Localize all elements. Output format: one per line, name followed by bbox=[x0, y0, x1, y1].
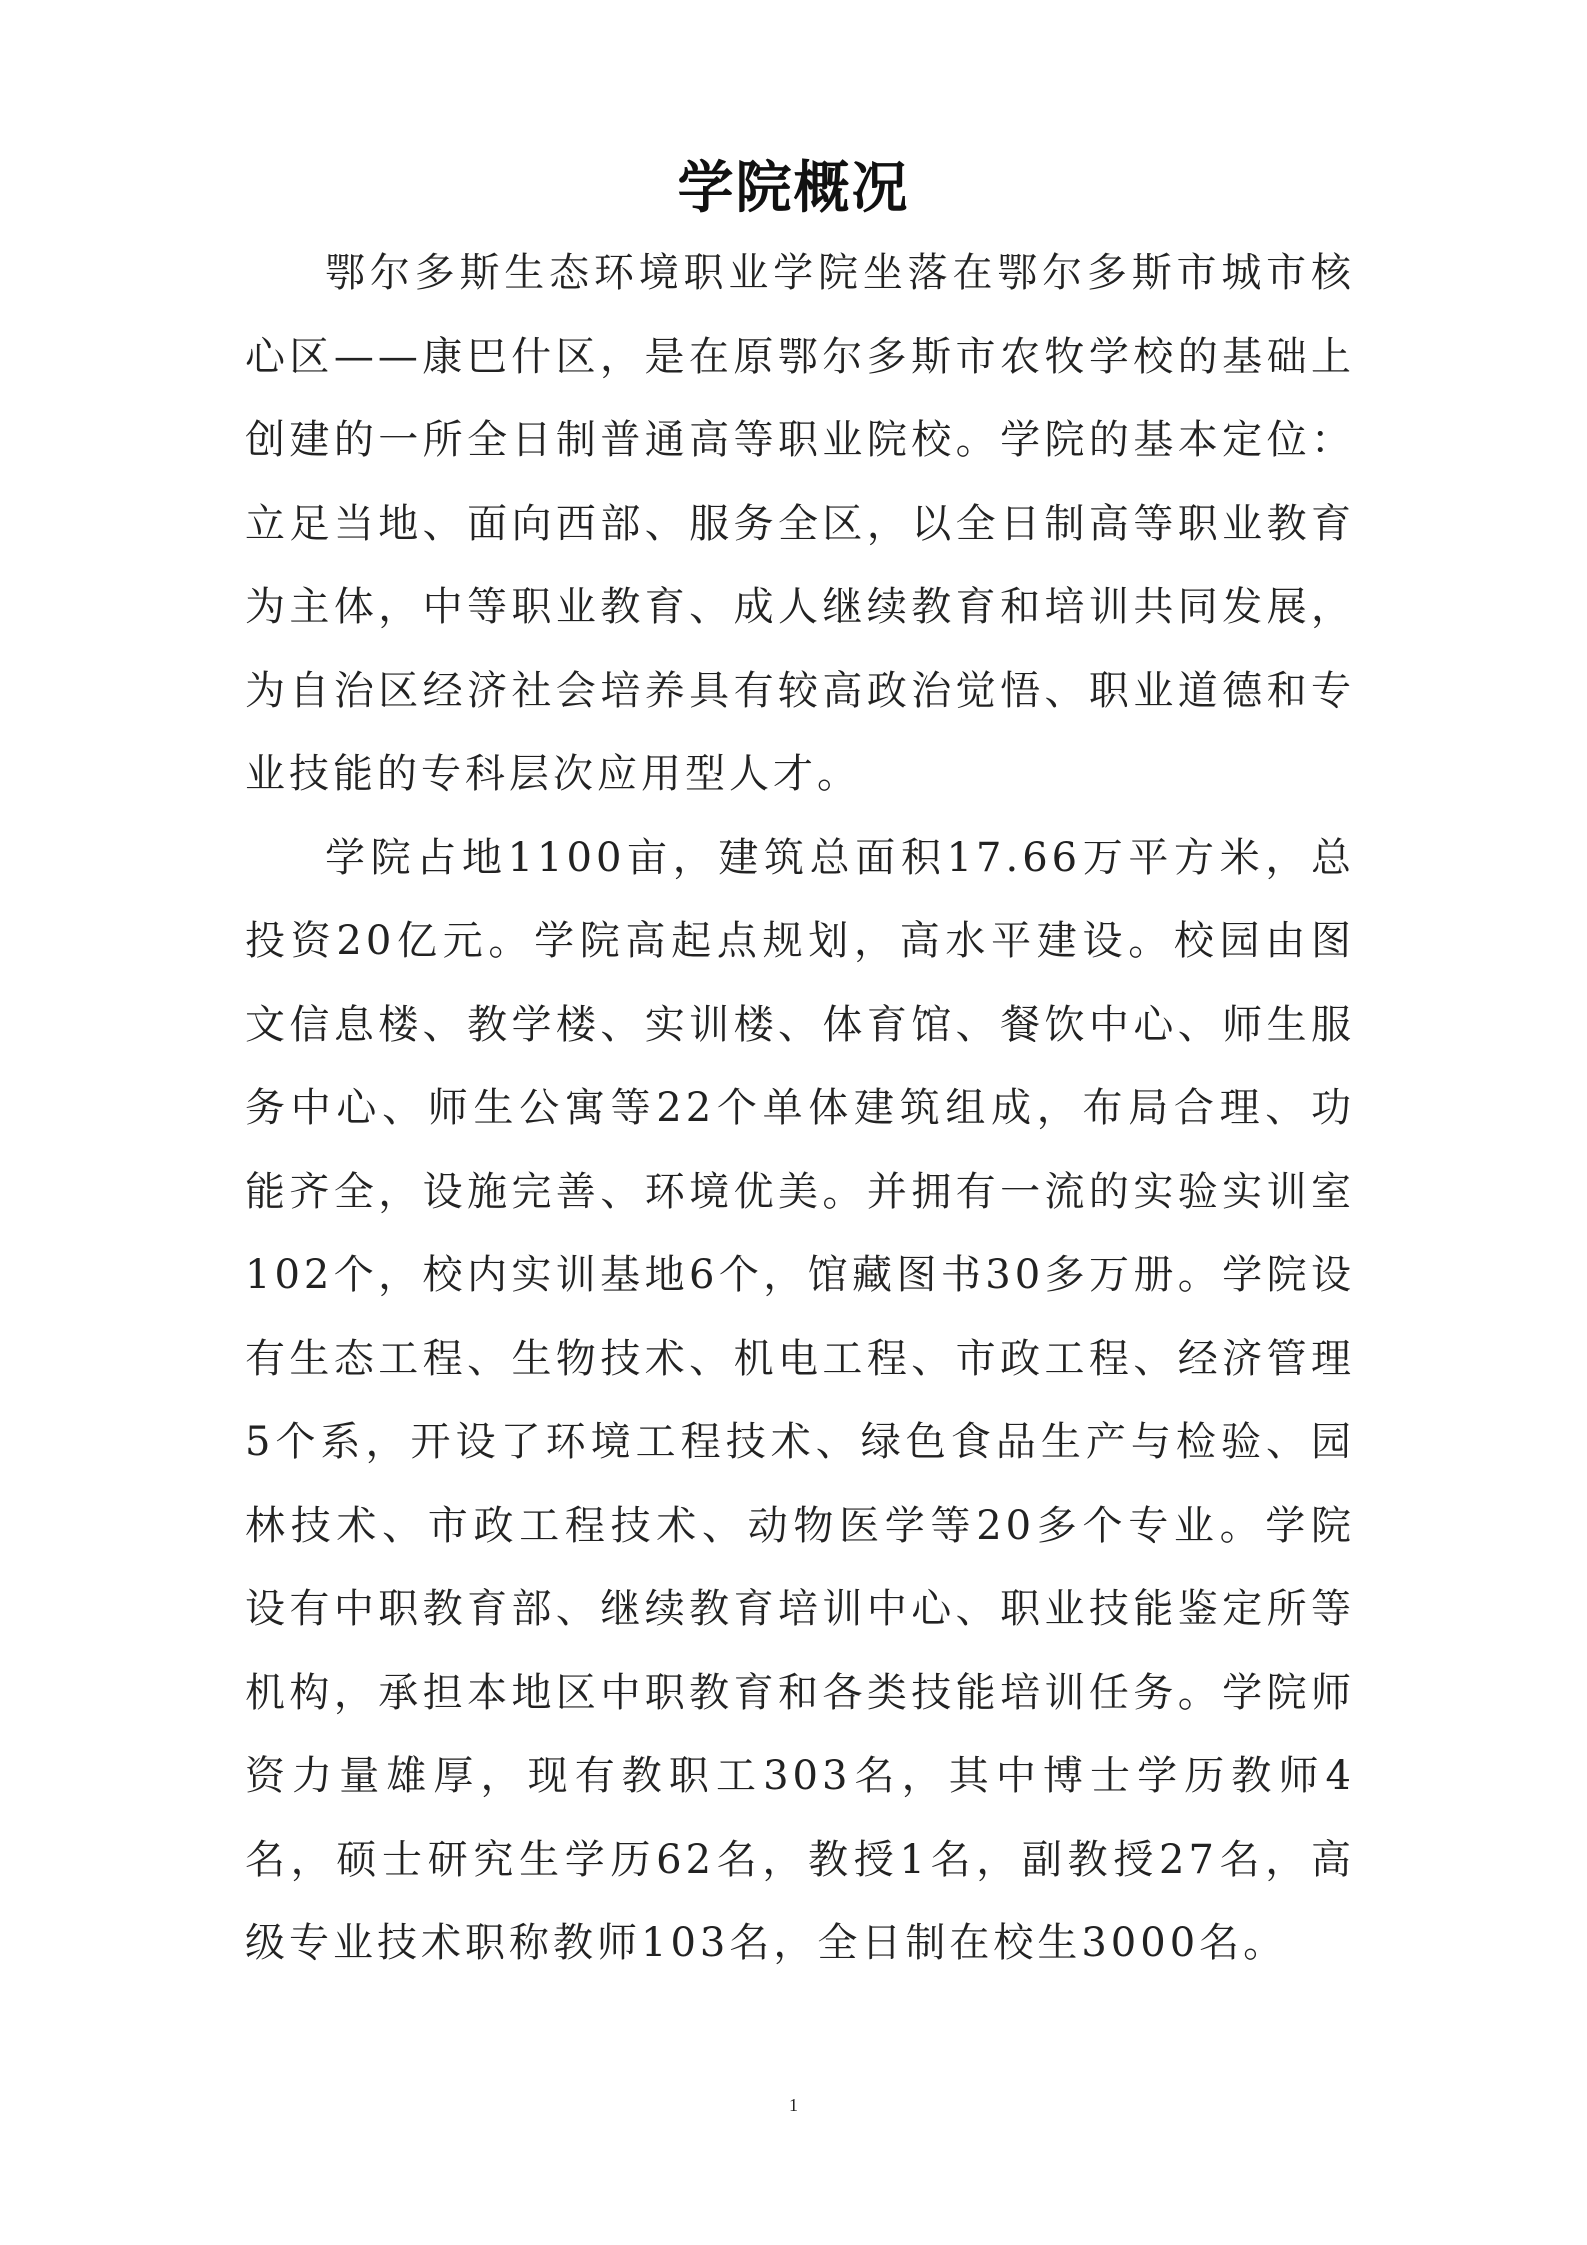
page-number: 1 bbox=[789, 2095, 798, 2115]
page-title: 学院概况 bbox=[677, 155, 910, 221]
paragraph-intro: 鄂尔多斯生态环境职业学院坐落在鄂尔多斯市城市核心区——康巴什区，是在原鄂尔多斯市农牧学校的基础上创建的一所全日制普通高等职业院校。学院的基本定位：立足当地、面向西部、服务全区，以全日制高等职业教育为主体，中等职业教育、成人继续教育和培训共同发展，为自治区经济社会培养具有较高政治觉悟、职业道德和专业技能的专科层次应用型人才。 bbox=[245, 250, 1355, 797]
body-text bbox=[245, 232, 1355, 1986]
paragraph-facilities: 学院占地1100亩，建筑总面积17.66万平方米，总投资20亿元。学院高起点规划，高水平建设。校园由图文信息楼、教学楼、实训楼、体育馆、餐饮中心、师生服务中心、师生公寓等22个单体建筑组成，布局合理、功能齐全，设施完善、环境优美。并拥有一流的实验实训室102个，校内实训基地6个，馆藏图书30多万册。学院设有生态工程、生物技术、机电工程、市政工程、经济管理5个系，开设了环境工程技术、绿色食品生产与检验、园林技术、市政工程技术、动物医学等20多个专业。学院设有中职教育部、继续教育培训中心、职业技能鉴定所等机构，承担本地区中职教育和各类技能培训任务。学院师资力量雄厚，现有教职工303名，其中博士学历教师4名，硕士研究生学历62名，教授1名，副教授27名，高级专业技术职称教师103名，全日制在校生3000名。 bbox=[245, 834, 1355, 1966]
